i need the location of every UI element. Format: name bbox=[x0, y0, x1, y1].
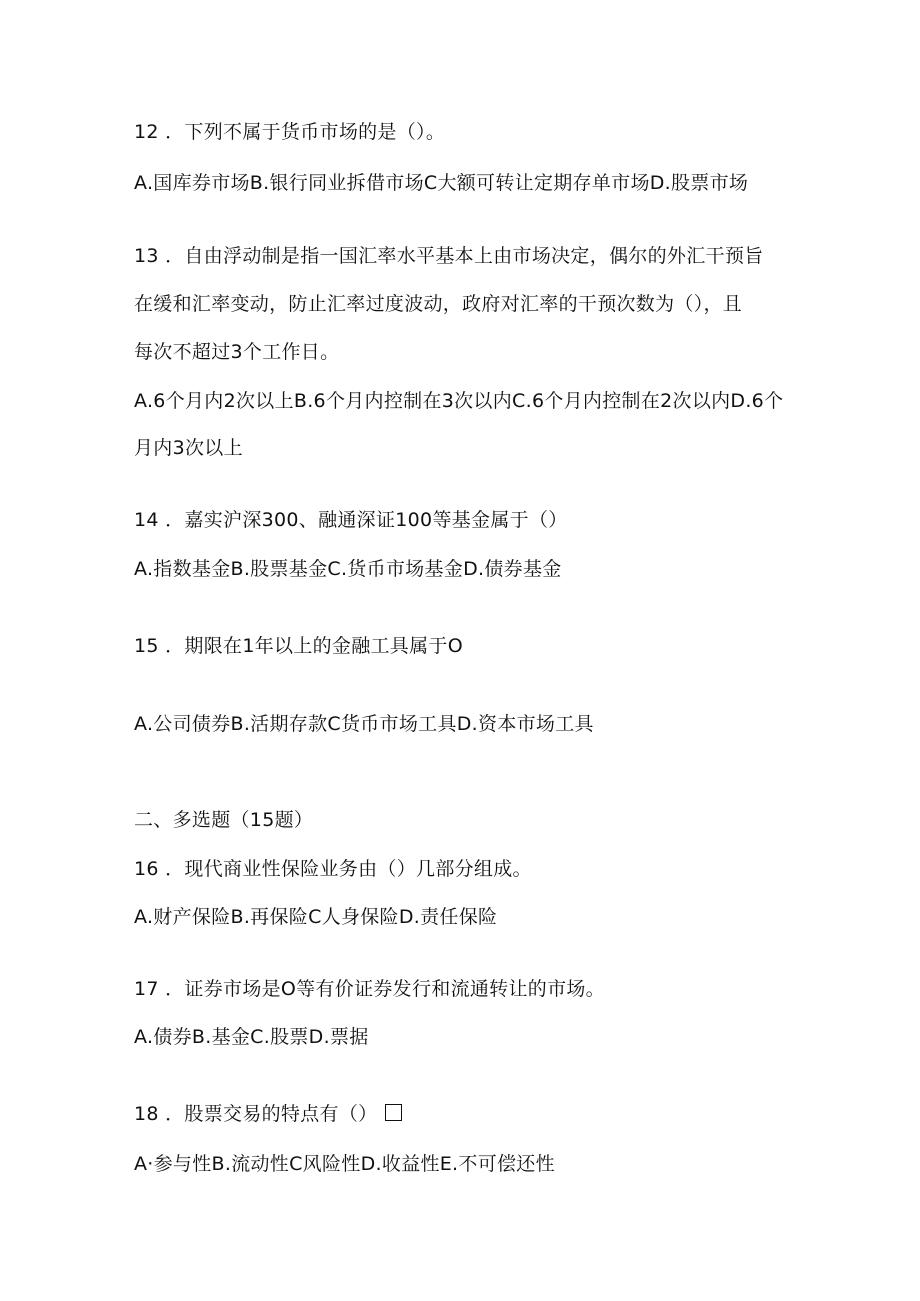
question-13-options-line-2: 月内3次以上 bbox=[134, 437, 243, 459]
question-13-stem-line-2: 在缓和汇率变动，防止汇率过度波动，政府对汇率的干预次数为（），且 bbox=[134, 293, 743, 315]
empty-box-icon bbox=[385, 1104, 402, 1121]
question-13-stem-line-3: 每次不超过3个工作日。 bbox=[134, 341, 340, 363]
question-18-line bbox=[134, 1102, 402, 1126]
question-17-stem: 17 ．证券市场是O等有价证券发行和流通转让的市场。 bbox=[134, 978, 605, 1000]
question-14-stem: 14 ．嘉实沪深300、融通深证100等基金属于（） bbox=[134, 509, 568, 531]
question-15-options: A.公司债券B.活期存款C货币市场工具D.资本市场工具 bbox=[134, 713, 594, 735]
question-14-options: A.指数基金B.股票基金C.货币市场基金D.债券基金 bbox=[134, 558, 562, 580]
section-heading-multiple-choice: 二、多选题（15题） bbox=[134, 809, 314, 831]
question-16-stem: 16 ．现代商业性保险业务由（）几部分组成。 bbox=[134, 858, 532, 880]
question-15-stem: 15 ．期限在1年以上的金融工具属于O bbox=[134, 635, 463, 657]
question-12-stem: 12 ．下列不属于货币市场的是（）。 bbox=[134, 121, 446, 143]
question-18-stem: 18 ．股票交易的特点有（） bbox=[134, 1103, 378, 1125]
question-17-options: A.债券B.基金C.股票D.票据 bbox=[134, 1026, 369, 1048]
question-18-options: A·参与性B.流动性C风险性D.收益性E.不可偿还性 bbox=[134, 1153, 555, 1175]
question-13-stem-line-1: 13 ．自由浮动制是指一国汇率水平基本上由市场决定，偶尔的外汇干预旨 bbox=[134, 245, 764, 267]
question-12-options: A.国库券市场B.银行同业拆借市场C大额可转让定期存单市场D.股票市场 bbox=[134, 172, 749, 194]
question-16-options: A.财产保险B.再保险C人身保险D.责任保险 bbox=[134, 906, 498, 928]
question-13-options-line-1: A.6个月内2次以上B.6个月内控制在3次以内C.6个月内控制在2次以内D.6个 bbox=[134, 390, 784, 412]
